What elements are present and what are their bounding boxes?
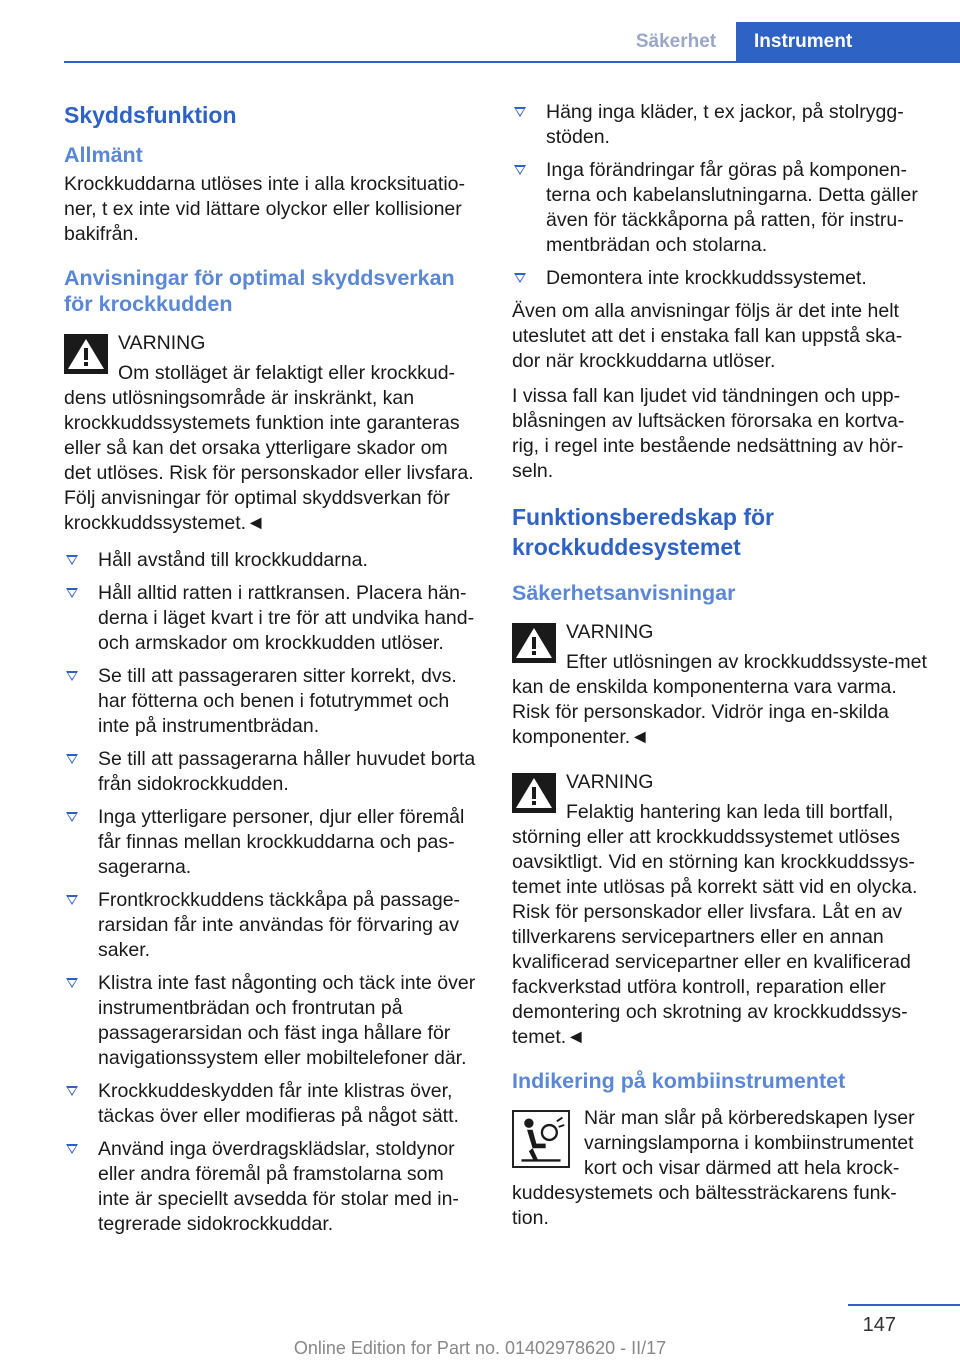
list-item: Demontera inte krockkuddssystemet. bbox=[512, 266, 928, 291]
paragraph: Även om alla anvisningar följs är det inte helt uteslutet att det i enstaka fall kan uppstå ska-dor när krockkuddarna utlöser. bbox=[512, 300, 903, 372]
bullet-triangle-icon bbox=[66, 754, 78, 764]
list-item: Se till att passagerarna håller huvudet borta från sidokrockkudden. bbox=[64, 747, 480, 797]
bullet-triangle-icon bbox=[514, 273, 526, 283]
bullet-triangle-icon bbox=[514, 107, 526, 117]
indicator-text: När man slår på körberedskapen lyser varningslamporna i kombiinstrumentet kort och visar därmed att hela krock-kuddesystemets och bältessträckarens funk-tion. bbox=[512, 1107, 915, 1229]
bullet-triangle-icon bbox=[514, 165, 526, 175]
bullet-triangle-icon bbox=[66, 812, 78, 822]
safety-heading: Säkerhetsanvisningar bbox=[512, 581, 736, 605]
general-heading: Allmänt bbox=[64, 143, 143, 167]
list-item: Frontkrockkuddens täckkåpa på passage-rarsidan får inte användas för förvaring av saker. bbox=[64, 888, 480, 963]
general-text: Krockkuddarna utlöses inte i alla krocksituatio-ner, t ex inte vid lättare olyckor eller kollisioner bakifrån. bbox=[64, 173, 466, 245]
list-item: Håll alltid ratten i rattkransen. Placera hän-derna i läget kvart i tre för att undvika hand- och armskador om krockkudden utlöser. bbox=[64, 581, 480, 656]
list-item: Klistra inte fast någonting och täck inte över instrumentbrädan och frontrutan på passagerarsidan och fäst inga hållare för navigationssystem eller mobiltelefoner där. bbox=[64, 971, 480, 1071]
bullet-list bbox=[64, 548, 480, 1237]
warning-title: VARNING bbox=[566, 771, 654, 793]
bullet-triangle-icon bbox=[66, 895, 78, 905]
bullet-triangle-icon bbox=[66, 1144, 78, 1154]
list-item: Håll avstånd till krockkuddarna. bbox=[64, 548, 480, 573]
footer-edition: Online Edition for Part no. 01402978620 - II/17 bbox=[293, 1338, 667, 1358]
warning-text: Efter utlösningen av krockkuddssyste-met kan de enskilda komponenterna vara varma. Risk för personskador. Vidrör inga en-skilda komponenter.◄ bbox=[512, 651, 927, 748]
header-rule bbox=[64, 61, 960, 63]
indicator-heading: Indikering på kombiinstrumentet bbox=[512, 1069, 846, 1093]
warning-block bbox=[64, 331, 480, 536]
section-title: Skyddsfunktion bbox=[64, 102, 237, 128]
page-number: 147 bbox=[862, 1314, 896, 1336]
readiness-title: Funktionsberedskap för krockkuddesystemet bbox=[512, 504, 774, 560]
right-column bbox=[512, 100, 928, 1231]
bullet-triangle-icon bbox=[66, 588, 78, 598]
tab-active[interactable]: Instrument bbox=[736, 22, 960, 62]
warning-text: Om stolläget är felaktigt eller krockkud-dens utlösningsområde är inskränkt, kan krockkuddssystemets funktion inte garanteras eller så kan det orsaka ytterligare skador om det utlöses. Risk för personskador eller livsfara. Följ anvisningar för optimal skyddsverkan för krockkuddssystemet.◄ bbox=[64, 362, 474, 534]
bullet-triangle-icon bbox=[66, 1086, 78, 1096]
optimal-heading: Anvisningar för optimal skyddsverkan för krockkudden bbox=[64, 266, 455, 316]
warning-block bbox=[512, 620, 928, 750]
paragraph: I vissa fall kan ljudet vid tändningen och upp-blåsningen av luftsäcken förorsaka en kortva-rig, i regel inte bestående nedsättning av hör-seln. bbox=[512, 385, 905, 482]
left-column bbox=[64, 100, 480, 1245]
airbag-warning-icon bbox=[512, 1110, 570, 1168]
tab-section[interactable]: Säkerhet bbox=[635, 31, 717, 52]
indicator-block bbox=[512, 1106, 928, 1231]
bullet-list bbox=[512, 100, 928, 291]
bullet-triangle-icon bbox=[66, 978, 78, 988]
bullet-triangle-icon bbox=[66, 555, 78, 565]
warning-triangle-icon bbox=[512, 623, 556, 663]
list-item: Inga ytterligare personer, djur eller föremål får finnas mellan krockkuddarna och pas-sagerarna. bbox=[64, 805, 480, 880]
warning-triangle-icon bbox=[512, 773, 556, 813]
bullet-triangle-icon bbox=[66, 671, 78, 681]
warning-block bbox=[512, 770, 928, 1050]
list-item: Använd inga överdragsklädslar, stoldynor eller andra föremål på framstolarna som inte är speciellt avsedda för stolar med in-tegrerade sidokrockkuddar. bbox=[64, 1137, 480, 1237]
warning-title: VARNING bbox=[118, 332, 206, 354]
list-item: Inga förändringar får göras på komponen-terna och kabelanslutningarna. Detta gäller även för täckkåporna på ratten, för instru-mentbrädan och stolarna. bbox=[512, 158, 928, 258]
list-item: Krockkuddeskydden får inte klistras över, täckas över eller modifieras på något sätt. bbox=[64, 1079, 480, 1129]
header-tabs bbox=[616, 22, 960, 62]
list-item: Se till att passageraren sitter korrekt, dvs. har fötterna och benen i fotutrymmet och inte på instrumentbrädan. bbox=[64, 664, 480, 739]
warning-triangle-icon bbox=[64, 334, 108, 374]
warning-title: VARNING bbox=[566, 621, 654, 643]
footer-rule bbox=[848, 1304, 960, 1306]
list-item: Häng inga kläder, t ex jackor, på stolrygg-stöden. bbox=[512, 100, 928, 150]
warning-text: Felaktig hantering kan leda till bortfall, störning eller att krockkuddssystemet utlöses oavsiktligt. Vid en störning kan krockkuddssys-temet inte utlösas på korrekt sätt vid en olycka. Risk för personskador eller livsfara. Låt en av tillverkarens servicepartners eller en annan kvalificerad servicepartner eller en kvalificerad fackverkstad utföra kontroll, reparation eller demontering och skrotning av krockkuddssys-temet.◄ bbox=[512, 801, 918, 1048]
